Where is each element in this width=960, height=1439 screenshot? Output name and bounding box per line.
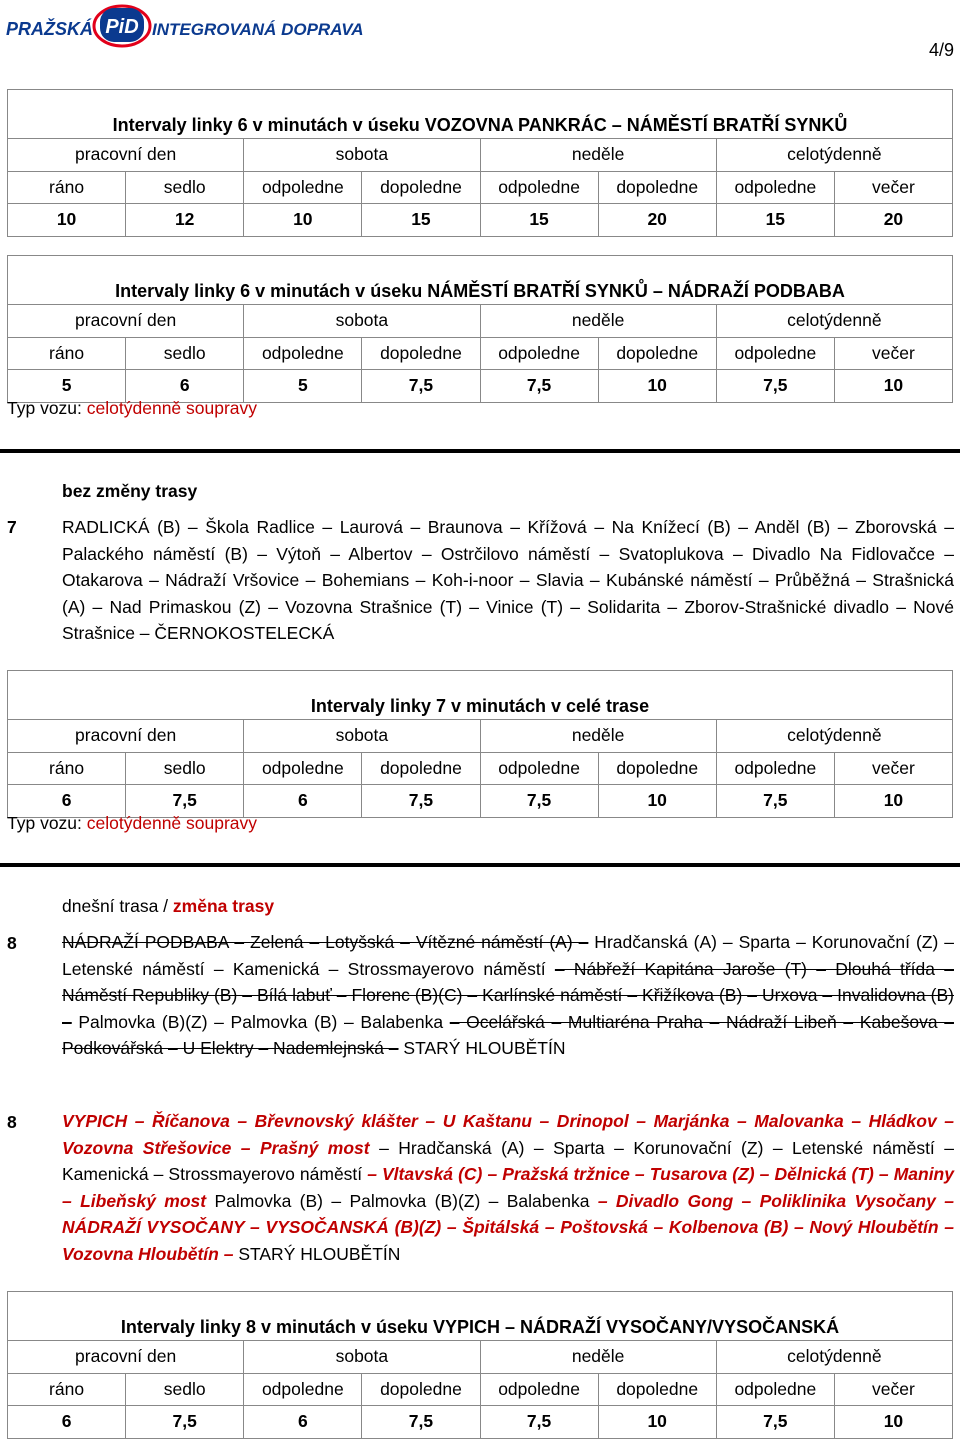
route-segment: Palmovka (B)(Z) – Palmovka (B) – Balabenka (71, 1011, 450, 1032)
period-header: dopoledne (598, 171, 716, 204)
line7-number: 7 (7, 517, 17, 537)
route-segment: – Nábřeží Kapitána Jaroše (T) – Dlouhá třída – Náměstí Republiky (B) – Bílá labuť – Florenc (B)(C) – Karlínské náměstí – Křižíkova (B) – Urxova – Invalidovna (B) – (62, 958, 954, 1032)
interval-value: 20 (834, 204, 952, 237)
period-header: sedlo (126, 752, 244, 785)
interval-value: 7,5 (716, 370, 834, 403)
period-header: sedlo (126, 171, 244, 204)
period-header: dopoledne (598, 337, 716, 370)
interval-value: 7,5 (362, 370, 480, 403)
interval-value: 7,5 (362, 1406, 480, 1439)
interval-table-line6-section2 (7, 255, 953, 403)
period-header: odpoledne (244, 171, 362, 204)
line8-new-route (62, 1108, 954, 1267)
interval-value: 6 (8, 1406, 126, 1439)
route-segment: VYPICH – Říčanova – Břevnovský klášter – U Kaštanu – Drinopol – Marjánka – Malovanka – Hládkov – Vozovna Střešovice – Prašný most (62, 1111, 954, 1158)
route-segment: STARÝ HLOUBĚTÍN (398, 1038, 566, 1058)
day-header: celotýdenně (716, 720, 952, 753)
period-header: ráno (8, 752, 126, 785)
interval-value: 6 (126, 370, 244, 403)
period-header: ráno (8, 337, 126, 370)
line8-heading (62, 896, 274, 917)
period-header: dopoledne (362, 171, 480, 204)
period-header: odpoledne (244, 752, 362, 785)
route-segment: – Ocelářská – Multiaréna Praha – Nádraží Libeň – Kabešova – Podkovářská – U Elektry – Nademlejnská – (62, 1011, 954, 1058)
table-title: Intervaly linky 7 v minutách v celé trase (8, 671, 953, 720)
interval-table-line6-section1 (7, 89, 953, 237)
day-header: sobota (244, 1341, 480, 1374)
vehicle-type-value: celotýdenně soupravy (86, 813, 258, 833)
period-header: večer (834, 171, 952, 204)
period-header: odpoledne (480, 337, 598, 370)
interval-value: 7,5 (716, 785, 834, 818)
route-segment: NÁDRAŽÍ PODBABA – Zelená – Lotyšská – Vítězné náměstí (A) – (62, 932, 589, 952)
day-header: celotýdenně (716, 1341, 952, 1374)
page-number: 4/9 (928, 40, 954, 60)
interval-value: 7,5 (480, 785, 598, 818)
vehicle-type-label: Typ vozu: (7, 813, 82, 833)
interval-value: 10 (834, 370, 952, 403)
route-segment: Palmovka (B) – Palmovka (B)(Z) – Balabenka (206, 1190, 598, 1211)
interval-table-line8 (7, 1291, 953, 1439)
interval-value: 10 (8, 204, 126, 237)
section-divider (0, 863, 960, 867)
interval-value: 20 (598, 204, 716, 237)
period-header: odpoledne (244, 337, 362, 370)
interval-value: 12 (126, 204, 244, 237)
interval-value: 6 (244, 1406, 362, 1439)
interval-value: 15 (362, 204, 480, 237)
period-header: odpoledne (716, 337, 834, 370)
period-header: večer (834, 1373, 952, 1406)
interval-value: 10 (598, 1406, 716, 1439)
interval-value: 7,5 (126, 1406, 244, 1439)
vehicle-type-line6 (7, 398, 257, 419)
line8-heading-change: změna trasy (172, 896, 275, 916)
line8-number: 8 (7, 1112, 17, 1132)
day-header: pracovní den (8, 305, 244, 338)
route-segment: Hradčanská (A) – Sparta – Korunovační (Z) – Letenské náměstí – Kamenická – Strossmayerovo náměstí (62, 932, 955, 979)
period-header: dopoledne (598, 1373, 716, 1406)
brand-right-text: INTEGROVANÁ DOPRAVA (152, 20, 364, 39)
section-divider (0, 449, 960, 453)
interval-value: 10 (834, 785, 952, 818)
day-header: neděle (480, 720, 716, 753)
period-header: dopoledne (362, 337, 480, 370)
day-header: sobota (244, 305, 480, 338)
interval-value: 6 (8, 785, 126, 818)
interval-value: 7,5 (716, 1406, 834, 1439)
period-header: odpoledne (716, 752, 834, 785)
interval-value: 10 (598, 785, 716, 818)
period-header: odpoledne (716, 171, 834, 204)
vehicle-type-value: celotýdenně soupravy (86, 398, 258, 418)
pid-emblem (94, 6, 150, 46)
vehicle-type-label: Typ vozu: (7, 398, 82, 418)
line7-heading: bez změny trasy (62, 481, 198, 501)
interval-value: 15 (480, 204, 598, 237)
period-header: odpoledne (480, 1373, 598, 1406)
day-header: sobota (244, 139, 480, 172)
day-header: neděle (480, 139, 716, 172)
day-header: celotýdenně (716, 305, 952, 338)
interval-value: 7,5 (480, 1406, 598, 1439)
period-header: sedlo (126, 337, 244, 370)
period-header: ráno (8, 171, 126, 204)
period-header: odpoledne (480, 752, 598, 785)
interval-value: 5 (8, 370, 126, 403)
line7-route: RADLICKÁ (B) – Škola Radlice – Laurová – Braunova – Křížová – Na Knížecí (B) – Anděl (B) – Zborovská – Palackého náměstí (B) – Výtoň – Albertov – Ostrčilovo náměstí – Svatoplukova – Divadlo Na Fidlovačce – Otakarova – Nádraží Vršovice – Bohemians – Koh-i-noor – Slavia – Kubánské náměstí – Průběžná – Strašnická (A) – Nad Primaskou (Z) – Vozovna Strašnice (T) – Vinice (T) – Solidarita – Zborov-Strašnické divadlo – Nové Strašnice – ČERNOKOSTELECKÁ (62, 517, 954, 643)
pid-logo (6, 2, 366, 48)
period-header: večer (834, 752, 952, 785)
period-header: odpoledne (244, 1373, 362, 1406)
interval-value: 7,5 (480, 370, 598, 403)
interval-value: 10 (598, 370, 716, 403)
table-title: Intervaly linky 6 v minutách v úseku NÁMĚSTÍ BRATŘÍ SYNKŮ – NÁDRAŽÍ PODBABA (8, 256, 953, 305)
route-segment: – Hradčanská (A) – Sparta – Korunovační (Z) – Letenské náměstí – Kamenická – Strossmayerovo náměstí (62, 1137, 954, 1184)
table-title: Intervaly linky 8 v minutách v úseku VYPICH – NÁDRAŽÍ VYSOČANY/VYSOČANSKÁ (8, 1292, 953, 1341)
period-header: dopoledne (362, 1373, 480, 1406)
day-header: pracovní den (8, 720, 244, 753)
route-segment: – Vltavská (C) – Pražská tržnice – Tusarova (Z) – Dělnická (T) – Maniny – Libeňský most (62, 1164, 954, 1211)
brand-left-text: PRAŽSKÁ (6, 19, 94, 39)
interval-value: 10 (834, 1406, 952, 1439)
day-header: celotýdenně (716, 139, 952, 172)
day-header: sobota (244, 720, 480, 753)
period-header: odpoledne (480, 171, 598, 204)
period-header: ráno (8, 1373, 126, 1406)
vehicle-type-line7 (7, 813, 257, 834)
interval-value: 10 (244, 204, 362, 237)
line8-heading-current: dnešní trasa / (62, 896, 169, 916)
table-title: Intervaly linky 6 v minutách v úseku VOZOVNA PANKRÁC – NÁMĚSTÍ BRATŘÍ SYNKŮ (8, 90, 953, 139)
line8-current-route (62, 929, 954, 1062)
period-header: večer (834, 337, 952, 370)
interval-value: 7,5 (126, 785, 244, 818)
period-header: odpoledne (716, 1373, 834, 1406)
day-header: pracovní den (8, 139, 244, 172)
period-header: dopoledne (362, 752, 480, 785)
route-segment: STARÝ HLOUBĚTÍN (233, 1243, 401, 1264)
brand-mark-text: PiD (105, 16, 139, 38)
route-segment: – Divadlo Gong – Poliklinika Vysočany – NÁDRAŽÍ VYSOČANY – VYSOČANSKÁ (B)(Z) – Špitálská – Poštovská – Kolbenova (B) – Nový Hloubětín – Vozovna Hloubětín – (62, 1190, 954, 1264)
day-header: neděle (480, 305, 716, 338)
day-header: neděle (480, 1341, 716, 1374)
day-header: pracovní den (8, 1341, 244, 1374)
period-header: dopoledne (598, 752, 716, 785)
line8-number: 8 (7, 933, 17, 953)
interval-value: 5 (244, 370, 362, 403)
interval-value: 15 (716, 204, 834, 237)
period-header: sedlo (126, 1373, 244, 1406)
interval-table-line7 (7, 670, 953, 818)
interval-value: 7,5 (362, 785, 480, 818)
interval-value: 6 (244, 785, 362, 818)
